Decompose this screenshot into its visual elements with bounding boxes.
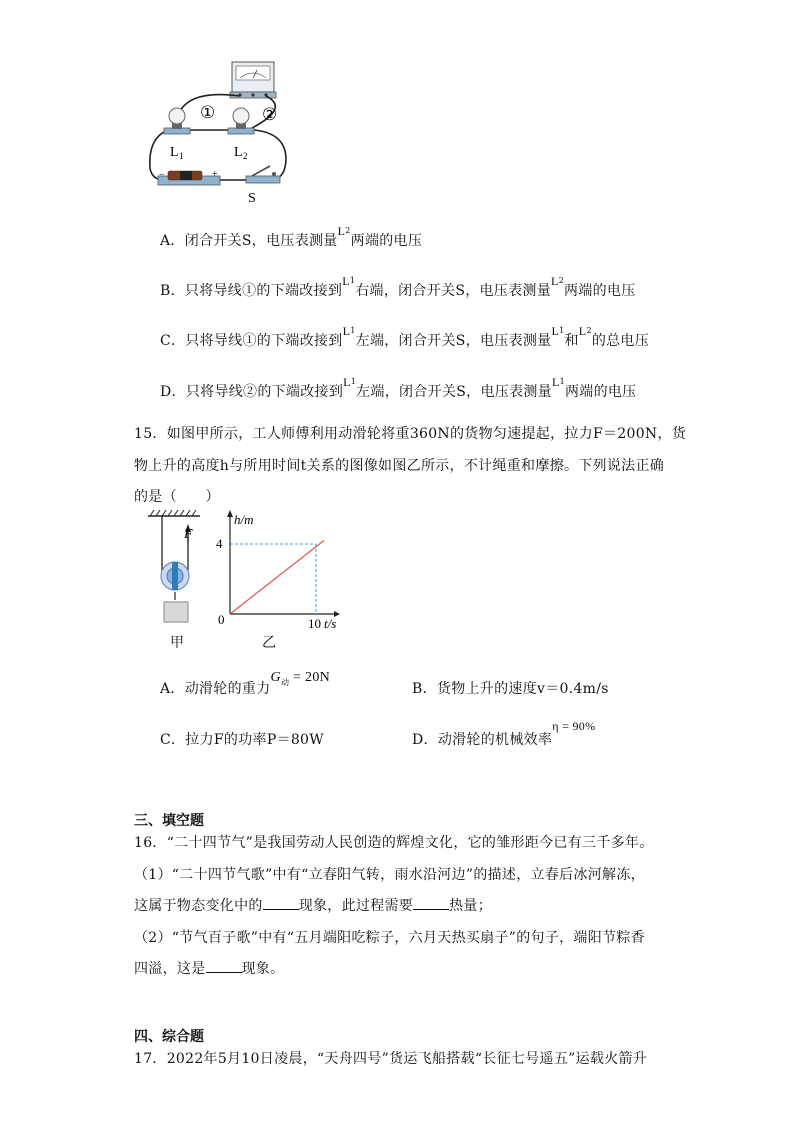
q14-option-a: A．闭合开关S，电压表测量$L^2$两端的电压 xyxy=(160,224,423,249)
pulley-figure xyxy=(140,508,220,648)
section4-title: 四、综合题 xyxy=(134,1029,204,1045)
q15-line1: 15．如图甲所示，工人师傅利用动滑轮将重360N的货物匀速提起，拉力F＝200N，货 xyxy=(134,426,687,442)
y-tick-label: 4 xyxy=(216,536,223,551)
origin-label: 0 xyxy=(218,612,225,627)
battery-plus: + xyxy=(212,169,218,180)
q16-2-line2: 四溢，这是 现象。 xyxy=(134,961,285,977)
fig-yi-label: 乙 xyxy=(262,635,276,651)
wire2-label: ② xyxy=(262,105,278,124)
bulb-l2-icon xyxy=(228,108,254,134)
ht-chart xyxy=(214,506,354,636)
battery-icon xyxy=(158,171,220,185)
switch-icon xyxy=(246,166,280,183)
q16-line1: 16．“二十四节气”是我国劳动人民创造的辉煌文化，它的雏形距今已有三千多年。 xyxy=(134,835,654,851)
q15-option-c: C．拉力F的功率P＝80W xyxy=(160,732,324,748)
answer-blank-3[interactable] xyxy=(206,960,242,973)
x-tick-label: 10 xyxy=(308,616,321,631)
q15-option-a: A．动滑轮的重力$G^动 = 20N$ xyxy=(160,670,331,697)
y-axis-arrow xyxy=(227,510,233,517)
switch-label: S xyxy=(248,191,256,206)
q15-line3: 的是（ ） xyxy=(134,489,220,505)
battery-minus: − xyxy=(159,170,165,181)
q14-option-b: B．只将导线①的下端改接到$L^1$右端，闭合开关S，电压表测量$L^2$两端的电压 xyxy=(160,274,636,299)
pulley-icon xyxy=(140,508,220,648)
x-axis-label: t/s xyxy=(324,616,337,631)
q16-2-line1: （2）“节气百子歌”中有“五月端阳吃粽子，六月天热买扇子”的句子，端阳节粽香 xyxy=(134,930,645,946)
section3-title: 三、填空题 xyxy=(134,813,204,829)
bulb-l1-icon xyxy=(164,108,190,134)
q16-1-line2: 这属于物态变化中的 现象，此过程需要 热量； xyxy=(134,898,493,914)
q17-line1: 17．2022年5月10日凌晨，“天舟四号”货运飞船搭载“长征七号遥五”运载火箭升 xyxy=(134,1051,648,1067)
l2-sub: 2 xyxy=(243,151,248,161)
q15-line2: 物上升的高度h与所用时间t关系的图像如图乙所示，不计绳重和摩擦。下列说法正确 xyxy=(134,458,665,474)
l1-label: L xyxy=(170,145,179,160)
q14-option-d: D．只将导线②的下端改接到$L^1$左端，闭合开关S，电压表测量$L^1$两端的电压 xyxy=(160,375,637,400)
l1-sub: 1 xyxy=(179,151,184,161)
circuit-diagram xyxy=(140,58,300,208)
q16-1-line1: （1）“二十四节气歌”中有“立春阳气转，雨水沿河边”的描述，立春后冰河解冻， xyxy=(134,867,645,883)
q15-option-b: B．货物上升的速度v＝0.4m/s xyxy=(412,681,609,697)
q14-option-c: C．只将导线①的下端改接到$L^1$左端，闭合开关S，电压表测量$L^1$和$L^2$的总电压 xyxy=(160,324,650,349)
q15-option-d: D．动滑轮的机械效率η = 90% xyxy=(412,719,596,748)
l2-label: L xyxy=(234,145,243,160)
y-axis-label: h/m xyxy=(234,512,254,527)
circuit-figure xyxy=(140,58,300,208)
force-label: F xyxy=(184,527,193,542)
voltmeter-icon xyxy=(230,62,276,98)
answer-blank-1[interactable] xyxy=(263,897,299,910)
data-line xyxy=(230,541,324,615)
fig-jia-label: 甲 xyxy=(170,635,184,651)
wire1-label: ① xyxy=(200,103,216,122)
ht-chart-svg xyxy=(214,506,354,636)
answer-blank-2[interactable] xyxy=(413,897,449,910)
